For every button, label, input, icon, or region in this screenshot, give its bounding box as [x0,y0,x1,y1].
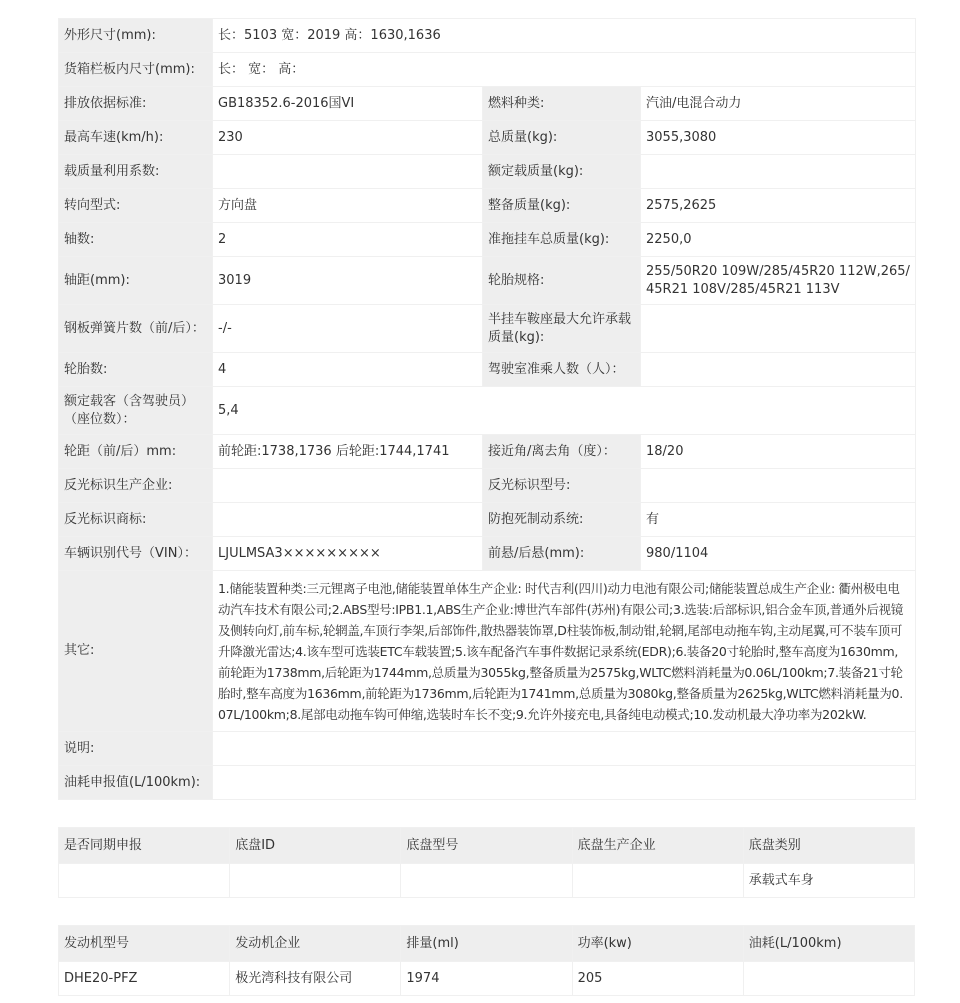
table-row [59,962,915,996]
spec-row-cargo-box [59,53,916,87]
value-reflector-maker [213,469,483,503]
spec-row-other [59,571,916,732]
cell-fuel-consumption [743,962,914,996]
spec-row [59,503,916,537]
spec-row [59,537,916,571]
cell-power: 205 [572,962,743,996]
value-steering: 方向盘 [213,189,483,223]
value-tire-spec: 255/50R20 109W/285/45R20 112W,265/45R21 108V/285/45R21 113V [641,257,916,305]
value-other: 1.储能装置种类:三元锂离子电池,储能装置单体生产企业: 时代吉利(四川)动力电池有限公司;储能装置总成生产企业: 衢州极电电动汽车技术有限公司;2.ABS型号:IPB1.1,ABS生产企业:博世汽车部件(苏州)有限公司;3.选装:后部标识,铝合金车顶,普通外后视镜及侧转向灯,前车标,轮辋盖,车顶行李架,后部饰件,散热器装饰罩,D柱装饰板,制动钳,轮辋,尾部电动拖车钩,主动尾翼,可不装车顶可升降激光雷达;4.该车型可选装ETC车载装置;5.该车配备汽车事件数据记录系统(EDR);6.装备20寸轮胎时,整车高度为1630mm,前轮距为1738mm,后轮距为1744mm,总质量为3055kg,整备质量为2575kg,WLTC燃料消耗量为0.06L/100km;7.装备21寸轮胎时,整车高度为1636mm,前轮距为1736mm,后轮距为1741mm,总质量为3080kg,整备质量为2625kg,WLTC燃料消耗量为0.07L/100km;8.尾部电动拖车钩可伸缩,选装时车长不变;9.允许外接充电,具备纯电动模式;10.发动机最大净功率为202kW. [213,571,916,732]
label-fuel-type: 燃料种类: [483,87,641,121]
value-trailer-mass: 2250,0 [641,223,916,257]
spec-row [59,121,916,155]
value-reflector-model [641,469,916,503]
column-header: 排量(ml) [401,926,572,962]
value-max-speed: 230 [213,121,483,155]
column-header: 底盘类别 [743,828,914,864]
cell-engine-model: DHE20-PFZ [59,962,230,996]
engine-header-row [59,926,915,962]
spec-row-notes [59,732,916,766]
spec-row-fuel-declared [59,766,916,800]
value-abs: 有 [641,503,916,537]
label-curb-mass: 整备质量(kg): [483,189,641,223]
vehicle-spec-page [58,18,915,996]
column-header: 功率(kw) [572,926,743,962]
value-axles: 2 [213,223,483,257]
cell-chassis-type: 承载式车身 [743,864,914,898]
value-track-width: 前轮距:1738,1736 后轮距:1744,1741 [213,435,483,469]
label-track-width: 轮距（前/后）mm: [59,435,213,469]
label-load-utilization: 载质量利用系数: [59,155,213,189]
label-emission-standard: 排放依据标准: [59,87,213,121]
label-other: 其它: [59,571,213,732]
label-tire-spec: 轮胎规格: [483,257,641,305]
value-saddle-load [641,305,916,353]
label-dimensions: 外形尺寸(mm): [59,19,213,53]
value-load-utilization [213,155,483,189]
engine-table [58,925,915,996]
label-notes: 说明: [59,732,213,766]
value-cab-occupants [641,353,916,387]
label-cargo-box: 货箱栏板内尺寸(mm): [59,53,213,87]
value-cargo-box: 长： 宽： 高： [213,53,916,87]
spec-row [59,353,916,387]
cell-engine-maker: 极光湾科技有限公司 [230,962,401,996]
label-overhang: 前悬/后悬(mm): [483,537,641,571]
value-rated-load [641,155,916,189]
label-trailer-mass: 准拖挂车总质量(kg): [483,223,641,257]
value-emission-standard: GB18352.6-2016国VI [213,87,483,121]
cell-chassis-id [230,864,401,898]
value-vin: LJULMSA3××××××××× [213,537,483,571]
label-axles: 轴数: [59,223,213,257]
label-reflector-model: 反光标识型号: [483,469,641,503]
column-header: 底盘生产企业 [572,828,743,864]
cell-displacement: 1974 [401,962,572,996]
label-seats: 额定载客（含驾驶员）（座位数）： [59,387,213,435]
label-total-mass: 总质量(kg): [483,121,641,155]
value-dimensions: 长：5103 宽：2019 高：1630,1636 [213,19,916,53]
spec-row [59,435,916,469]
label-max-speed: 最高车速(km/h): [59,121,213,155]
spec-row [59,469,916,503]
label-cab-occupants: 驾驶室准乘人数（人）： [483,353,641,387]
value-reflector-brand [213,503,483,537]
value-wheelbase: 3019 [213,257,483,305]
label-rated-load: 额定载质量(kg): [483,155,641,189]
spec-row [59,155,916,189]
label-saddle-load: 半挂车鞍座最大允许承载质量(kg): [483,305,641,353]
value-total-mass: 3055,3080 [641,121,916,155]
label-reflector-brand: 反光标识商标: [59,503,213,537]
value-notes [213,732,916,766]
value-leaf-springs: -/- [213,305,483,353]
label-vin: 车辆识别代号（VIN）： [59,537,213,571]
value-tire-count: 4 [213,353,483,387]
label-reflector-maker: 反光标识生产企业: [59,469,213,503]
label-tire-count: 轮胎数: [59,353,213,387]
column-header: 油耗(L/100km) [743,926,914,962]
value-approach-departure: 18/20 [641,435,916,469]
chassis-table [58,827,915,898]
column-header: 是否同期申报 [59,828,230,864]
spec-row [59,87,916,121]
spec-row-dimensions [59,19,916,53]
cell-concurrent-filing [59,864,230,898]
value-overhang: 980/1104 [641,537,916,571]
value-seats: 5,4 [213,387,916,435]
column-header: 发动机企业 [230,926,401,962]
spec-row [59,223,916,257]
column-header: 底盘ID [230,828,401,864]
label-leaf-springs: 钢板弹簧片数（前/后）： [59,305,213,353]
value-curb-mass: 2575,2625 [641,189,916,223]
label-fuel-declared: 油耗申报值(L/100km): [59,766,213,800]
spec-row [59,257,916,305]
spec-row-seats [59,387,916,435]
label-approach-departure: 接近角/离去角（度）： [483,435,641,469]
cell-chassis-maker [572,864,743,898]
spec-table [58,18,916,800]
column-header: 底盘型号 [401,828,572,864]
label-wheelbase: 轴距(mm): [59,257,213,305]
value-fuel-declared [213,766,916,800]
label-steering: 转向型式: [59,189,213,223]
spec-row [59,189,916,223]
chassis-header-row [59,828,915,864]
spec-row [59,305,916,353]
column-header: 发动机型号 [59,926,230,962]
value-fuel-type: 汽油/电混合动力 [641,87,916,121]
label-abs: 防抱死制动系统: [483,503,641,537]
cell-chassis-model [401,864,572,898]
table-row [59,864,915,898]
